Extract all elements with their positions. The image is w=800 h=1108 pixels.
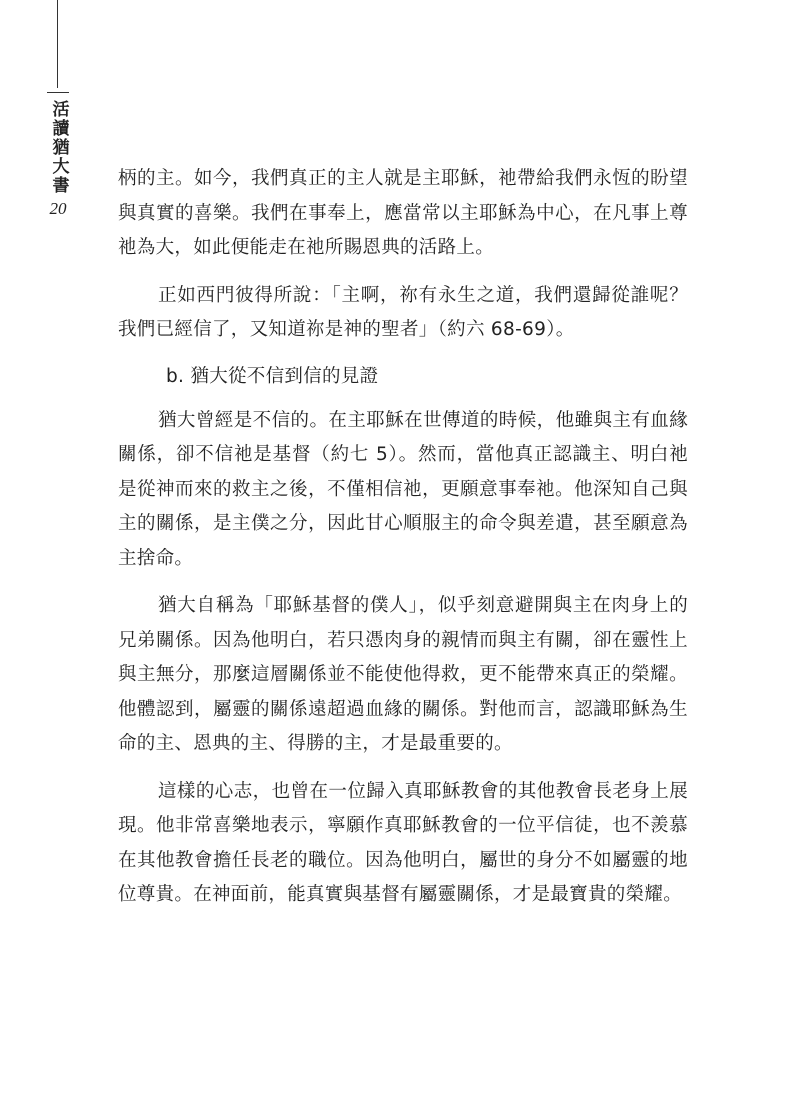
book-title: 活讀猶大書 [48, 100, 69, 195]
page-number: 20 [49, 199, 67, 218]
paragraph-jude-servant: 猶大自稱為「耶穌基督的僕人」，似乎刻意避開與主在肉身上的兄弟關係。因為他明白，若只憑肉身的親情而與主有關，卻在靈性上與主無分，那麼這層關係並不能使他得救，更不能帶來真正的榮耀。他體認到，屬靈的關係遠超過血緣的關係。對他而言，認識耶穌為生命的主、恩典的主、得勝的主，才是最重要的。 [118, 595, 688, 754]
paragraph-elder-testimony: 這樣的心志，也曾在一位歸入真耶穌教會的其他教會長老身上展現。他非常喜樂地表示，寧願作真耶穌教會的一位平信徒，也不羨慕在其他教會擔任長老的職位。因為他明白，屬世的身分不如屬靈的地位尊貴。在神面前，能真實與基督有屬靈關係，才是最寶貴的榮耀。 [118, 780, 688, 905]
paragraph-continued: 柄的主。如今，我們真正的主人就是主耶穌，祂帶給我們永恆的盼望與真實的喜樂。我們在事奉上，應當常以主耶穌為中心，在凡事上尊祂為大，如此便能走在祂所賜恩典的活路上。 [118, 168, 688, 258]
paragraph-jude-unbelief: 猶大曾經是不信的。在主耶穌在世傳道的時候，他雖與主有血緣關係，卻不信祂是基督（約七 5）。然而，當他真正認識主、明白祂是從神而來的救主之後，不僅相信祂，更願意事奉祂。他深知自己與主的關係，是主僕之分，因此甘心順服主的命令與差遣，甚至願意為主捨命。 [118, 409, 688, 569]
section-heading-b: b. 猶大從不信到信的見證 [166, 365, 379, 387]
margin-rule [57, 0, 58, 88]
running-head [46, 100, 70, 219]
margin-rule-tick [47, 92, 69, 93]
paragraph-peter-quote: 正如西門彼得所說：「主啊，祢有永生之道，我們還歸從誰呢？我們已經信了，又知道祢是神的聖者」（約六 68-69）。 [118, 284, 688, 340]
body-text [118, 162, 688, 913]
